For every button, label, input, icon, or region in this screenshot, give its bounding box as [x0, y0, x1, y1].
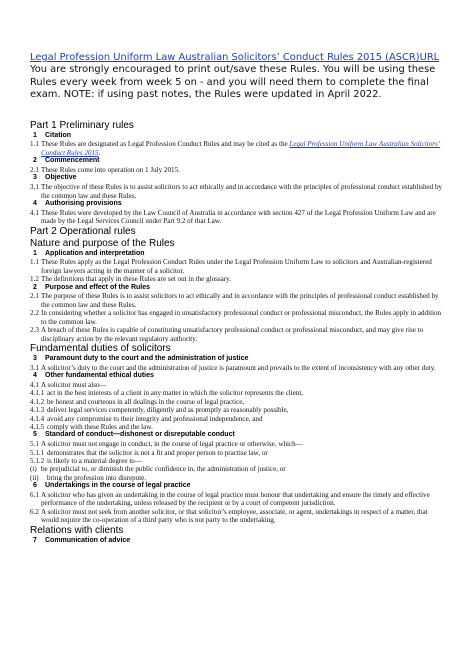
part1-heading: Part 1 Preliminary rules [30, 119, 134, 131]
section-heading: 7 Communication of advice [33, 536, 131, 544]
subpart-heading-fundamental: Fundamental duties of solicitors [30, 342, 171, 354]
subpart-heading-relations: Relations with clients [30, 524, 124, 536]
rule-paragraph: 1.1 These Rules are designated as Legal Profession Conduct Rules and may be cited as the Legal Profession Uniform Law Australian Solicitors’ Conduct Rules 2015. [30, 140, 441, 157]
section-heading: 4 Authorising provisions [33, 200, 122, 208]
rule-clause: (i) be prejudicial to, or diminish the public confidence in, the administration of justice, or [30, 465, 286, 474]
intro-block [30, 52, 444, 102]
rule-subparagraph: 4.1.3 deliver legal services competently, diligently and as promptly as reasonably possible, [30, 406, 289, 415]
rules-citation-link[interactable]: Legal Profession Uniform Law Australian Solicitors’ Conduct Rules 2015 [41, 140, 441, 157]
subpart-heading-nature: Nature and purpose of the Rules [30, 237, 175, 249]
rule-subparagraph: 5.1.2 is likely to a material degree to— [30, 456, 142, 465]
rule-paragraph: 1.2 The definitions that apply in these Rules are set out in the glossary. [30, 275, 232, 284]
rule-paragraph: 2.2 In considering whether a solicitor has engaged in unsatisfactory professional conduct or professional misconduct, the Rules apply in addition to the common law. [30, 309, 442, 326]
rule-paragraph: 2.1 The purpose of these Rules is to assist solicitors to act ethically and in accordance with the principles of professional conduct established by the common law and these Rules. [30, 292, 439, 309]
section-heading: 6 Undertakings in the course of legal practice [33, 482, 191, 490]
rule-paragraph: 3.1 The objective of these Rules is to assist solicitors to act ethically and in accordance with the principles of professional conduct established by the common law and these Rules. [30, 183, 443, 200]
section-heading: 5 Standard of conduct—dishonest or disreputable conduct [33, 431, 235, 439]
rule-subparagraph: 4.1.5 comply with these Rules and the law. [30, 422, 153, 431]
section-heading: 3 Objective [33, 174, 77, 182]
rule-paragraph: 4.1 A solicitor must also— [30, 380, 107, 389]
rule-paragraph: 3.1 A solicitor’s duty to the court and the administration of justice is paramount and prevails to the extent of inconsistency with any other duty. [30, 363, 436, 372]
rule-subparagraph: 4.1.2 be honest and courteous in all dealings in the course of legal practice, [30, 397, 245, 406]
rule-paragraph: 2.1 These Rules come into operation on 1 July 2015. [30, 166, 180, 175]
section-heading: 1 Application and interpretation [33, 249, 145, 257]
section-heading: 2 Commencement [33, 157, 100, 165]
rule-paragraph: 6.1 A solicitor who has given an undertaking in the course of legal practice must honour that undertaking and ensure the timely and effective performance of the undertaking, unless released by the recipient or by a court of competent jurisdiction. [30, 490, 430, 508]
rule-paragraph: 6.2 A solicitor must not seek from another solicitor, or that solicitor’s employee, associate, or agent, undertakings in respect of a matter, that would require the co-operation of a third party who is not party to the undertaking. [30, 507, 428, 525]
rule-paragraph: 2.3 A breach of these Rules is capable of constituting unsatisfactory professional conduct or professional misconduct, and may give rise to disciplinary action by the relevant regulatory authority. [30, 326, 424, 343]
rule-paragraph: 5.1 A solicitor must not engage in conduct, in the course of legal practice or otherwise, which— [30, 440, 303, 449]
intro-text: You are strongly encouraged to print out/save these Rules. You will be using these Rules every week from week 5 on - and you will need them to complete the final exam. NOTE: if using past notes, the Rules were updated in April 2022. [30, 64, 436, 101]
rule-subparagraph: 4.1.4 avoid any compromise to their integrity and professional independence, and [30, 414, 263, 423]
rules-link[interactable]: Legal Profession Uniform Law Australian Solicitors’ Conduct Rules 2015 (ASCR)URL [30, 52, 440, 63]
section-heading: 4 Other fundamental ethical duties [33, 372, 154, 380]
document-page [30, 52, 444, 545]
rule-subparagraph: 4.1.1 act in the best interests of a client in any matter in which the solicitor represents the client, [30, 389, 304, 398]
rule-subparagraph: 5.1.1 demonstrates that the solicitor is not a fit and proper person to practise law, or [30, 448, 268, 457]
rule-paragraph: 4.1 These Rules were developed by the Law Council of Australia in accordance with section 427 of the Legal Profession Uniform Law and are made by the Legal Services Council under Part 9.2 of that Law. [30, 208, 436, 226]
rule-clause: (ii) bring the profession into disrepute. [30, 473, 147, 482]
section-heading: 1 Citation [33, 131, 72, 139]
spacer [30, 102, 444, 120]
rule-paragraph: 1.1 These Rules apply as the Legal Profession Conduct Rules under the Legal Profession Uniform Law to solicitors and Australian-registered foreign lawyers acting in the manner of a solicitor. [30, 258, 432, 275]
part2-heading: Part 2 Operational rules [30, 225, 136, 237]
section-heading: 2 Purpose and effect of the Rules [33, 283, 151, 291]
section-heading: 3 Paramount duty to the court and the administration of justice [33, 354, 249, 362]
